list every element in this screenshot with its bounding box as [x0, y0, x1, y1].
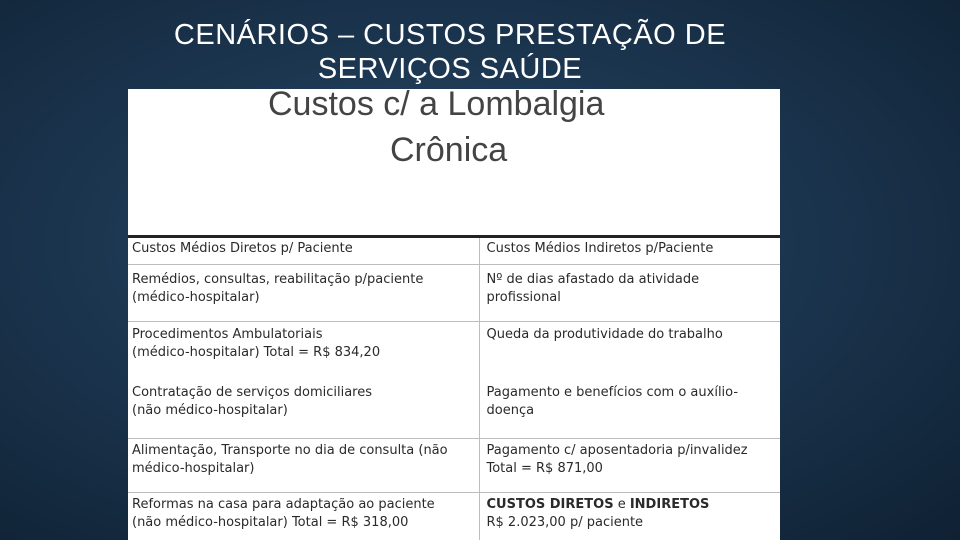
cell-line: médico-hospitalar) — [132, 461, 255, 476]
cell-line: Queda da produtividade do trabalho — [486, 327, 723, 342]
cell-line: (não médico-hospitalar) Total = R$ 318,00 — [132, 515, 409, 530]
cell-line: Alimentação, Transporte no dia de consulta (não — [132, 443, 448, 458]
table-row — [128, 381, 780, 439]
cell-line: (não médico-hospitalar) — [132, 403, 288, 418]
total-direct-label: CUSTOS DIRETOS — [486, 497, 614, 512]
cell-line: (médico-hospitalar) — [132, 290, 260, 305]
cell-line: profissional — [486, 290, 561, 305]
total-indirect-label: INDIRETOS — [629, 497, 710, 512]
header-direct-costs: Custos Médios Diretos p/ Paciente — [128, 237, 479, 265]
indirect-cost-cell — [479, 381, 780, 439]
document-image — [128, 89, 780, 540]
slide-title — [100, 18, 800, 86]
cell-line: doença — [486, 403, 535, 418]
direct-cost-cell — [128, 381, 479, 439]
document-heading — [128, 89, 780, 235]
direct-cost-cell — [128, 493, 479, 540]
direct-cost-cell — [128, 439, 479, 493]
cell-line: Reformas na casa para adaptação ao paciente — [132, 497, 435, 512]
direct-cost-cell — [128, 265, 479, 322]
document-heading-line-2: Crônica — [390, 131, 508, 169]
header-indirect-costs: Custos Médios Indiretos p/Paciente — [479, 237, 780, 265]
cell-line — [487, 496, 778, 514]
indirect-cost-cell — [479, 265, 780, 322]
direct-cost-cell — [128, 322, 479, 382]
slide-title-line-2: SERVIÇOS SAÚDE — [317, 53, 583, 85]
grand-total: R$ 2.023,00 p/ paciente — [486, 515, 644, 530]
table-row — [128, 493, 780, 540]
cell-line: Remédios, consultas, reabilitação p/paciente — [132, 272, 424, 287]
cell-line: (médico-hospitalar) Total = R$ 834,20 — [132, 345, 381, 360]
document-heading-line-1: Custos c/ a Lombalgia — [268, 89, 605, 123]
cell-line: Contratação de serviços domiciliares — [132, 385, 373, 400]
cell-line: Pagamento c/ aposentadoria p/invalidez — [486, 443, 748, 458]
costs-table — [128, 235, 780, 540]
table-row — [128, 439, 780, 493]
table-row — [128, 265, 780, 322]
cell-line: Nº de dias afastado da atividade — [486, 272, 700, 287]
cell-line: Pagamento e benefícios com o auxílio- — [486, 385, 739, 400]
indirect-cost-cell — [479, 439, 780, 493]
conjunction: e — [613, 497, 630, 512]
cell-line: Total = R$ 871,00 — [486, 461, 603, 476]
slide-title-line-1: CENÁRIOS – CUSTOS PRESTAÇÃO DE — [173, 19, 727, 51]
cell-line: Procedimentos Ambulatoriais — [132, 327, 323, 342]
table-row — [128, 322, 780, 382]
indirect-cost-cell — [479, 322, 780, 382]
table-header-row — [128, 237, 780, 265]
indirect-cost-cell — [479, 493, 780, 540]
